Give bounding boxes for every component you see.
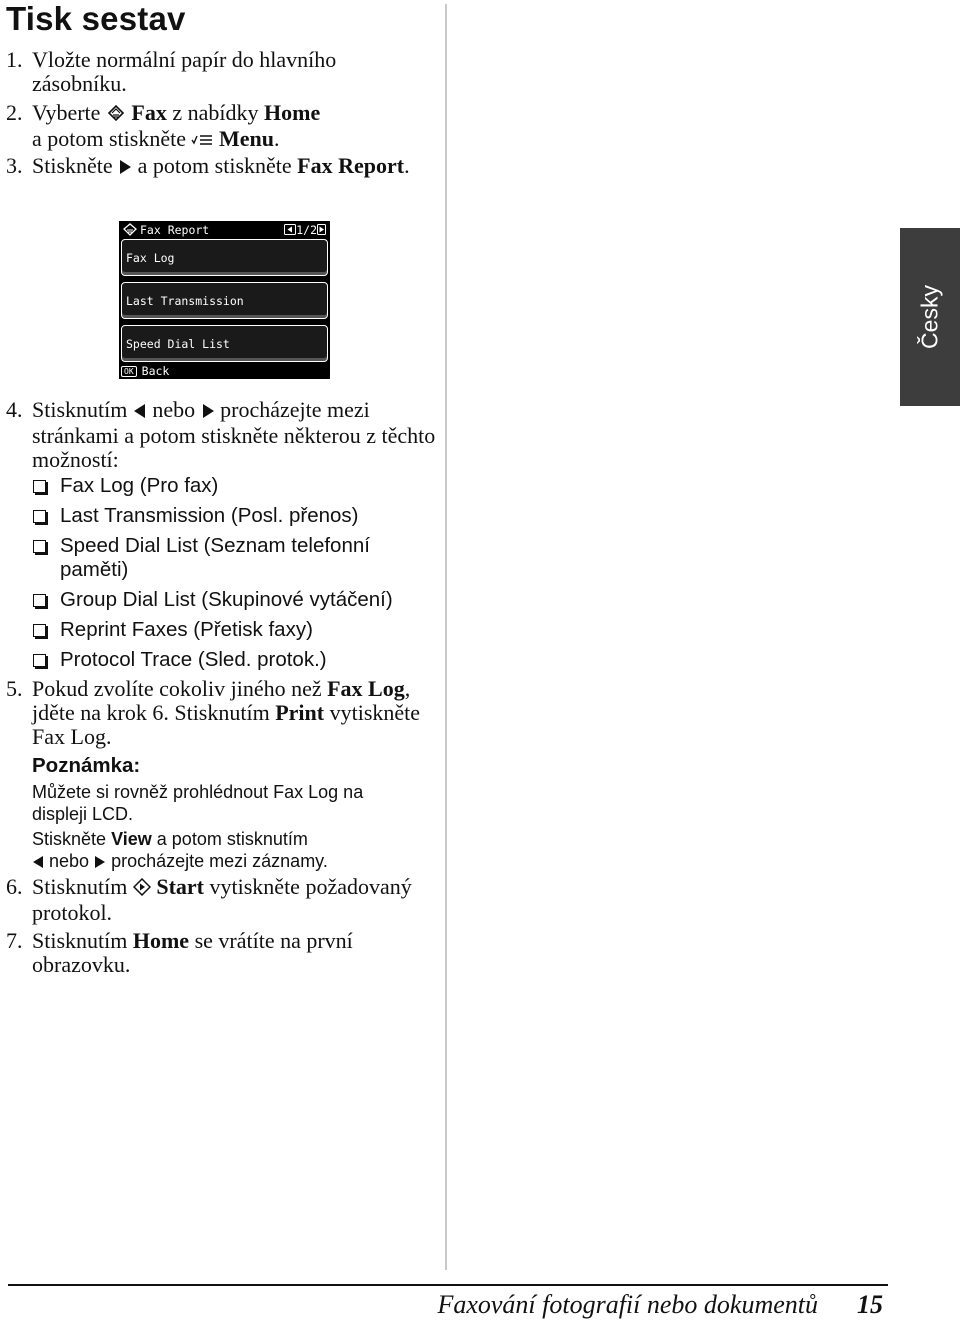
step-text: a potom stiskněte (137, 153, 292, 178)
lcd-screen (119, 221, 330, 379)
fax-log-label: Fax Log (327, 676, 405, 701)
lcd-menu-item-label: Fax Log (126, 251, 175, 265)
lcd-page-indicator (284, 222, 326, 238)
arrow-right-icon (94, 852, 106, 874)
checkbox-icon (33, 480, 46, 493)
step-text: Stisknutím (32, 874, 128, 899)
step-number: 2. (6, 100, 23, 125)
punctuation: . (273, 126, 280, 151)
checkbox-icon (33, 540, 46, 553)
note-text: a potom stisknutím (156, 829, 308, 849)
note-text: procházejte mezi záznamy. (111, 851, 328, 871)
lcd-menu-item-last-transmission[interactable] (121, 282, 328, 319)
checkbox-icon (33, 594, 46, 607)
option-label: Speed Dial List (Seznam telefonní paměti) (60, 534, 370, 581)
lcd-back-hint (121, 364, 169, 378)
step-5 (6, 677, 436, 749)
view-label: View (111, 829, 152, 849)
home-label: Home (132, 928, 190, 953)
step-text: procházejte mezi stránkami a potom stiskněte některou z těchto možností: (32, 397, 436, 472)
step-text: vytiskněte požadovaný protokol. (32, 874, 412, 925)
step-number: 3. (6, 153, 23, 178)
step-number: 1. (6, 47, 23, 72)
footer-section-title: Faxování fotografií nebo dokumentů (437, 1290, 818, 1319)
step-text: nebo (152, 397, 196, 422)
option-label: Group Dial List (Skupinové vytáčení) (60, 588, 393, 611)
step-text: Stiskněte (32, 153, 113, 178)
note-heading: Poznámka: (32, 754, 141, 777)
step-number: 6. (6, 874, 23, 899)
ok-button-icon: OK (121, 366, 137, 377)
step-number: 7. (6, 928, 23, 953)
fax-icon (123, 223, 137, 240)
language-tab (900, 228, 960, 406)
lcd-back-label: Back (141, 364, 170, 378)
start-label: Start (156, 874, 205, 899)
page-title: Tisk sestav (6, 0, 186, 37)
arrow-left-icon (133, 400, 147, 424)
step-number: 4. (6, 397, 23, 422)
lcd-header (123, 222, 326, 238)
home-label: Home (264, 100, 321, 125)
column-divider (445, 4, 447, 1270)
step-text: , jděte na krok 6. Stisknutím (32, 676, 411, 725)
option-item (33, 648, 443, 672)
arrow-right-icon (118, 156, 132, 180)
checkbox-icon (33, 654, 46, 667)
fax-label: Fax (131, 100, 167, 125)
start-icon (133, 877, 151, 901)
lcd-menu-item-label: Last Transmission (126, 294, 244, 308)
checkbox-icon (33, 624, 46, 637)
language-tab-label: Česky (916, 285, 943, 349)
step-text: vytiskněte Fax Log. (32, 700, 421, 749)
step-7 (6, 929, 436, 977)
lcd-menu-item-speed-dial-list[interactable] (121, 325, 328, 362)
step-text: a potom stiskněte (32, 126, 186, 151)
checkbox-icon (33, 510, 46, 523)
option-item (33, 474, 443, 498)
option-item (33, 588, 443, 612)
menu-icon (191, 129, 213, 153)
lcd-title: Fax Report (140, 223, 210, 237)
option-label: Fax Log (Pro fax) (60, 474, 219, 497)
step-6 (6, 875, 436, 925)
note-text: nebo (49, 851, 90, 871)
fax-report-label: Fax Report (297, 153, 405, 178)
arrow-left-icon (32, 852, 44, 874)
print-label: Print (275, 700, 325, 725)
lcd-menu-item-label: Speed Dial List (126, 337, 230, 351)
step-text: Stisknutím (32, 397, 128, 422)
lcd-menu-item-fax-log[interactable] (121, 239, 328, 276)
fax-icon (106, 103, 126, 127)
option-label: Protocol Trace (Sled. protok.) (60, 648, 327, 671)
step-2 (6, 101, 436, 153)
step-number: 5. (6, 676, 23, 701)
page-number: 15 (857, 1290, 883, 1319)
lcd-page-number: 1/2 (296, 223, 317, 237)
option-item (33, 534, 443, 582)
step-text: Vyberte (32, 100, 101, 125)
step-text: z nabídky (172, 100, 259, 125)
step-4 (6, 398, 436, 472)
footer-rule (8, 1284, 888, 1286)
option-item (33, 504, 443, 528)
menu-label: Menu (218, 126, 274, 151)
option-item (33, 618, 443, 642)
option-label: Reprint Faxes (Přetisk faxy) (60, 618, 313, 641)
note-paragraph (32, 828, 432, 874)
punctuation: . (404, 153, 410, 178)
step-text: Pokud zvolíte cokoliv jiného než (32, 676, 322, 701)
step-text: Stisknutím (32, 928, 128, 953)
arrow-right-icon (201, 400, 215, 424)
option-label: Last Transmission (Posl. přenos) (60, 504, 359, 527)
step-1 (6, 48, 436, 96)
note-paragraph: Můžete si rovněž prohlédnout Fax Log na displeji LCD. (32, 782, 364, 824)
step-text: se vrátíte na první obrazovku. (32, 928, 353, 977)
note-text: Stiskněte (32, 829, 107, 849)
step-3 (6, 154, 436, 180)
step-text: Vložte normální papír do hlavního zásobníku. (32, 47, 337, 96)
